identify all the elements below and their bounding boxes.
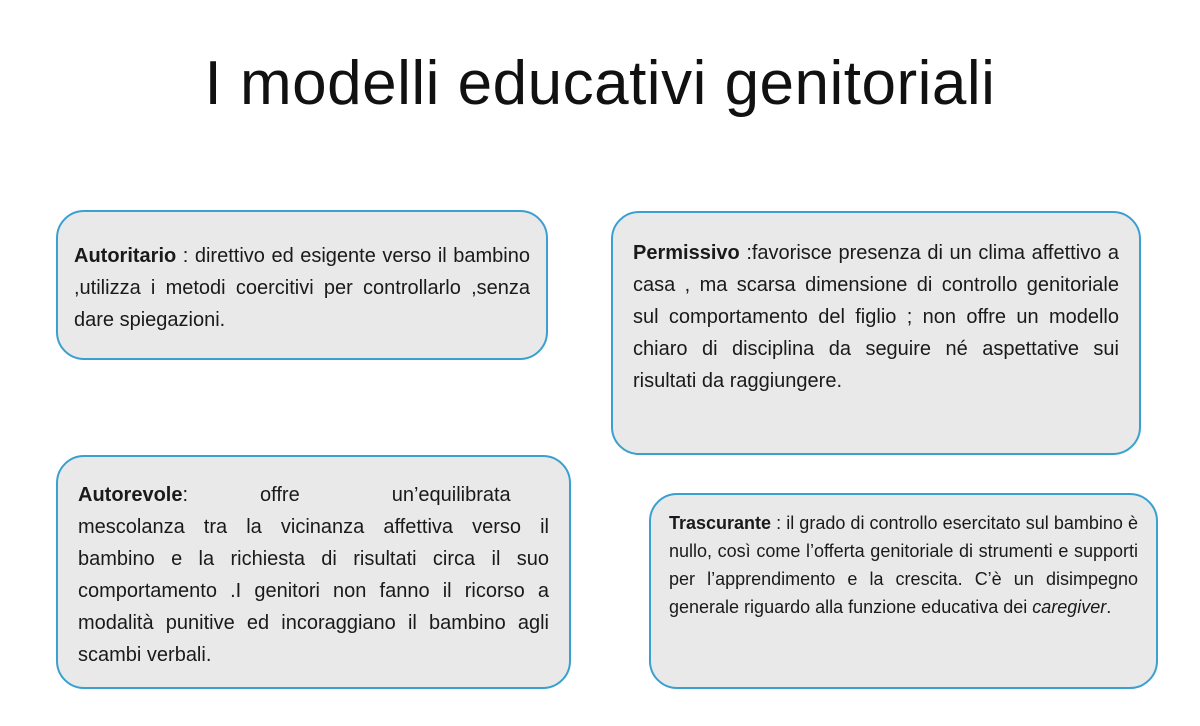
desc-autorevole: un’equilibrata mescolanza tra la vicinanza affettiva verso il bambino e la richiesta di risultati circa il suo comportamento .I genitori non fanno il ricorso a modalità punitive ed incoraggiano il bambino agli scambi verbali.	[78, 484, 549, 666]
card-autoritario	[56, 210, 548, 360]
desc-autoritario: : direttivo ed esigente verso il bambino ,utilizza i metodi coercitivi per controllarlo ,senza dare spiegazioni.	[74, 245, 530, 331]
desc-trascurante: : il grado di controllo esercitato sul bambino è nullo, così come l’offerta genitoriale di strumenti e supporti per l’apprendimento e la crescita. C’è un disimpegno generale riguardo alla funzione educativa dei	[669, 513, 1138, 617]
italic-caregiver: caregiver	[1032, 597, 1107, 617]
card-permissivo-text	[633, 237, 1119, 397]
card-autorevole-text	[78, 479, 549, 671]
end-trascurante: .	[1106, 597, 1112, 617]
card-permissivo	[611, 211, 1141, 455]
card-trascurante	[649, 493, 1158, 689]
term-autorevole: Autorevole	[78, 484, 183, 506]
term-permissivo: Permissivo	[633, 242, 740, 264]
card-autorevole	[56, 455, 571, 689]
card-trascurante-text	[669, 509, 1138, 621]
term-trascurante: Trascurante	[669, 513, 772, 533]
desc-permissivo: :favorisce presenza di un clima affettivo a casa , ma scarsa dimensione di controllo genitoriale sul comportamento del figlio ; non offre un modello chiaro di disciplina da seguire né aspettative sui risultati da raggiungere.	[633, 242, 1119, 392]
card-autoritario-text	[74, 240, 530, 336]
colon-autorevole: :	[182, 484, 189, 506]
word-autorevole: offre	[260, 484, 300, 506]
term-autoritario: Autoritario	[74, 245, 177, 267]
slide-title: I modelli educativi genitoriali	[204, 49, 996, 118]
